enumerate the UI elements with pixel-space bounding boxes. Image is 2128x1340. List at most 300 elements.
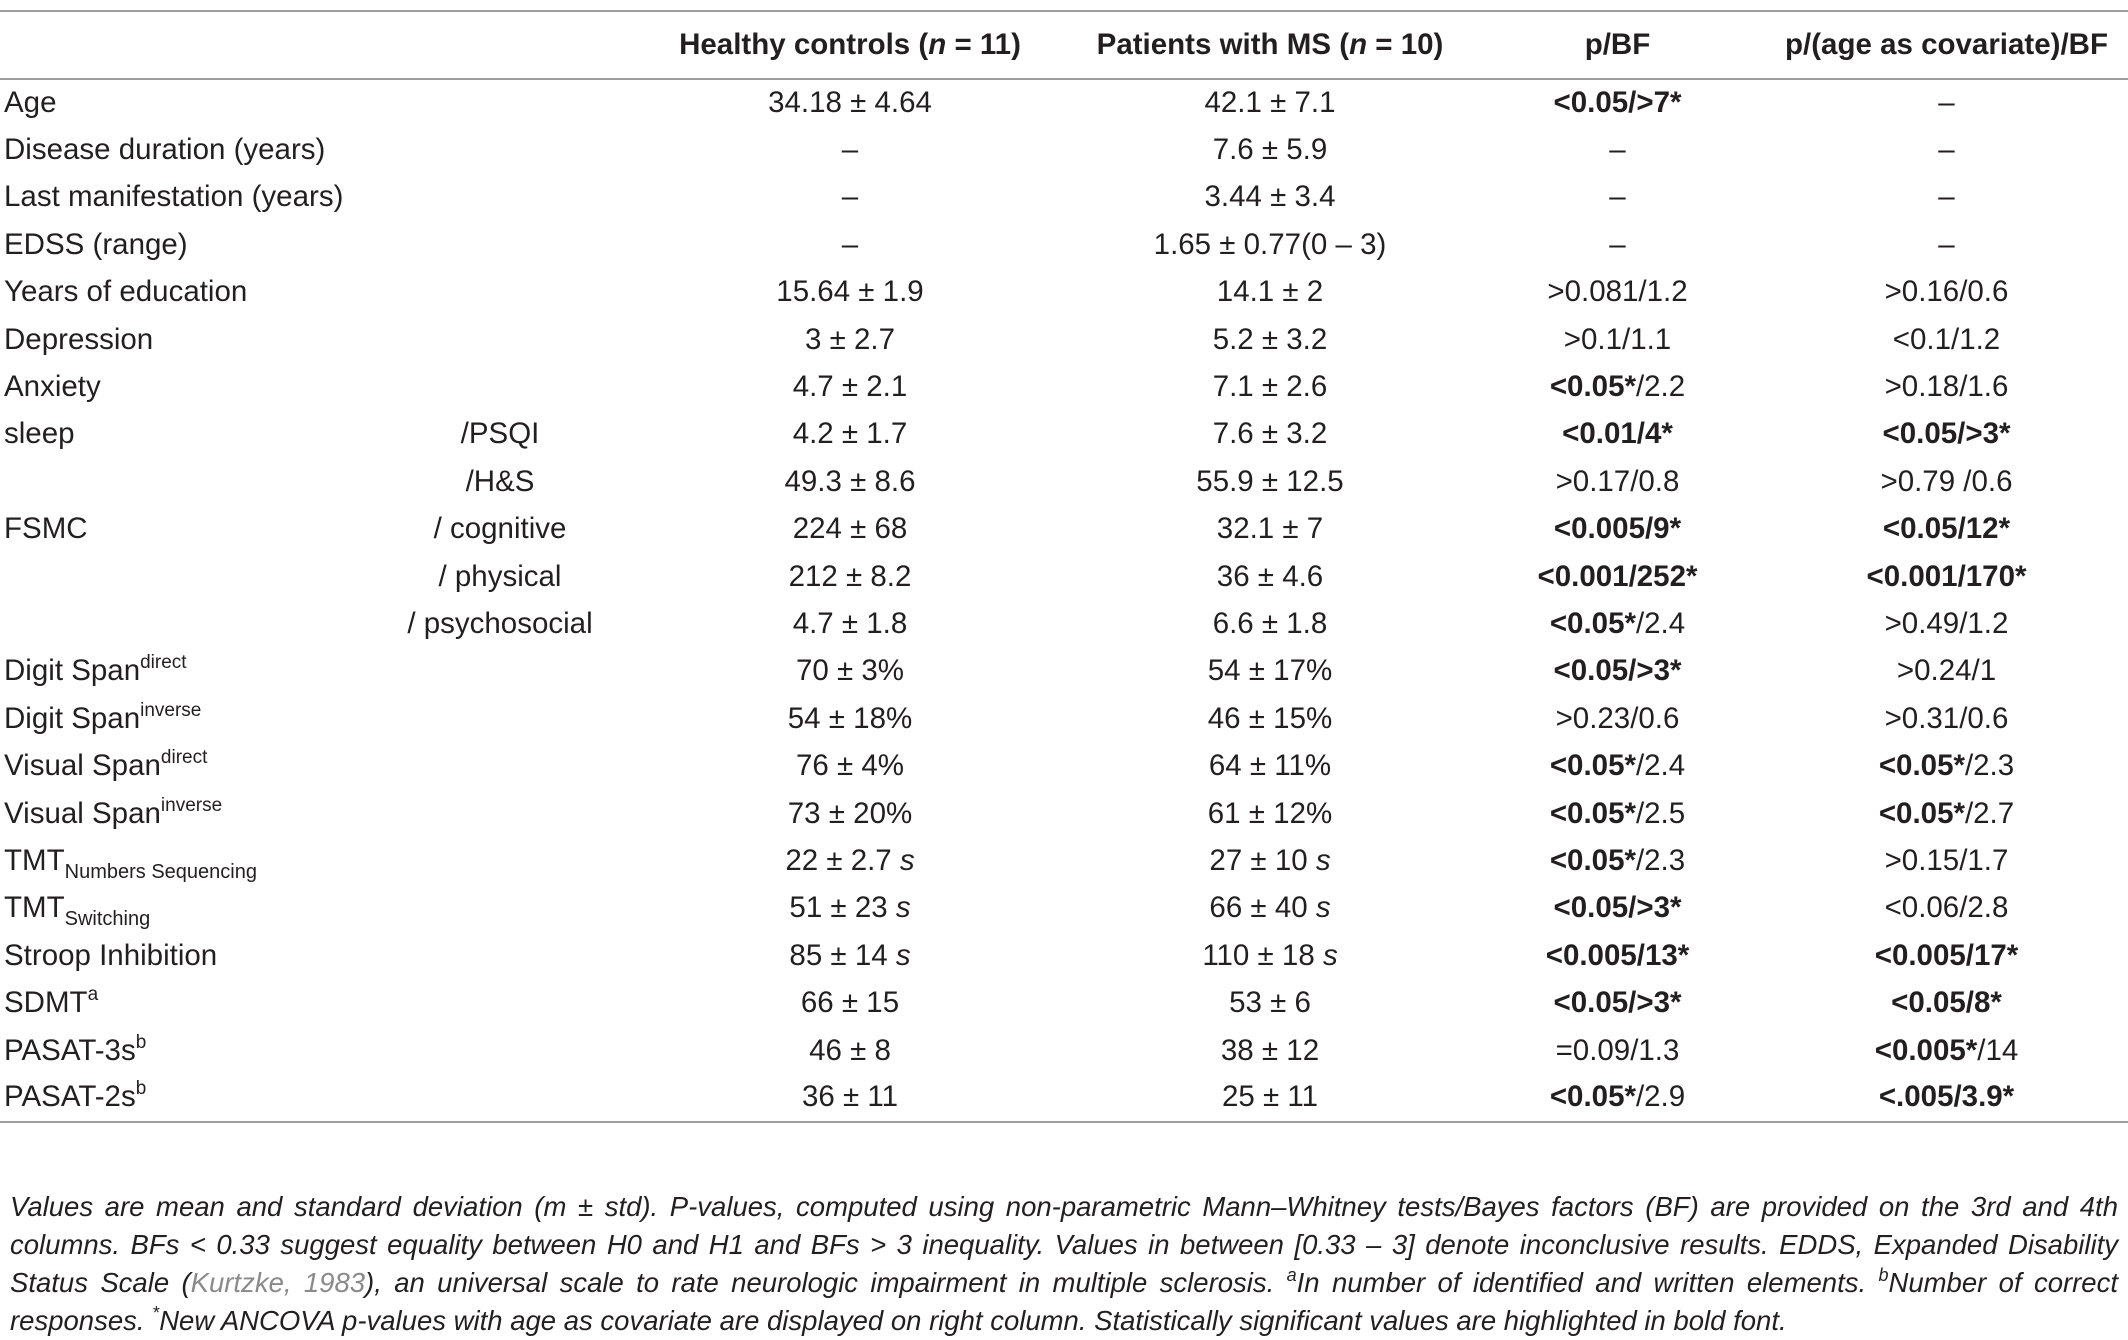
p-bf-plain: >0.1/1.1	[1563, 322, 1672, 356]
row-label-text: Years of education	[4, 275, 248, 309]
patients-ms-value	[1070, 411, 1470, 458]
patients-ms-value	[1070, 221, 1470, 268]
row-sublabel	[370, 1027, 630, 1074]
ms-value-text: 27 ± 10	[1209, 843, 1316, 877]
ms-value-text: 64 ± 11%	[1208, 749, 1332, 783]
row-label	[0, 600, 370, 647]
row-label-superscript: inverse	[160, 794, 223, 816]
p-bf-plain: >0.17/0.8	[1555, 464, 1680, 498]
patients-ms-value	[1070, 932, 1470, 979]
healthy-controls-value	[630, 885, 1070, 932]
p-bf-bold: <0.05*	[1549, 606, 1636, 640]
p-bf-bold: <0.001/252*	[1537, 559, 1698, 593]
p-age-covariate-value	[1765, 648, 2128, 695]
row-sublabel	[370, 932, 630, 979]
hc-value-text: 22 ± 2.7	[785, 843, 900, 877]
table-row	[0, 221, 2128, 268]
healthy-controls-value	[630, 79, 1070, 126]
p-bf-plain: /2.5	[1635, 796, 1686, 830]
p-age-plain: >0.49/1.2	[1884, 606, 2009, 640]
hc-value-text: –	[841, 180, 859, 214]
p-bf-value	[1470, 837, 1765, 884]
hc-value-text: 36 ± 11	[801, 1080, 899, 1114]
ms-value-text: 1.65 ± 0.77(0 – 3)	[1153, 227, 1387, 261]
p-bf-value	[1470, 648, 1765, 695]
row-sublabel	[370, 79, 630, 126]
healthy-controls-value	[630, 221, 1070, 268]
p-age-bold: <0.05/8*	[1891, 986, 2002, 1020]
row-label	[0, 1027, 370, 1074]
footnote-text-a: In number of identified and written elements.	[1296, 1267, 1879, 1298]
table-row	[0, 1074, 2128, 1121]
p-age-covariate-value	[1765, 885, 2128, 932]
hc-value-text: 4.7 ± 2.1	[792, 370, 908, 404]
ms-value-text: 66 ± 40	[1209, 891, 1316, 925]
p-bf-plain: –	[1609, 227, 1626, 261]
header-n: n	[928, 28, 947, 61]
p-age-covariate-value	[1765, 79, 2128, 126]
row-label	[0, 363, 370, 410]
healthy-controls-value	[630, 553, 1070, 600]
p-age-plain: >0.24/1	[1896, 654, 1997, 688]
header-row	[0, 11, 2128, 79]
p-bf-value	[1470, 79, 1765, 126]
p-bf-value	[1470, 458, 1765, 505]
p-bf-value	[1470, 979, 1765, 1026]
row-sublabel	[370, 790, 630, 837]
row-sublabel	[370, 742, 630, 789]
row-label	[0, 316, 370, 363]
patients-ms-value	[1070, 1027, 1470, 1074]
ms-value-text: 38 ± 12	[1220, 1033, 1320, 1067]
table-row	[0, 600, 2128, 647]
patients-ms-value	[1070, 885, 1470, 932]
patients-ms-value	[1070, 269, 1470, 316]
p-age-covariate-value	[1765, 506, 2128, 553]
p-bf-plain: /2.4	[1635, 606, 1686, 640]
patients-ms-value	[1070, 79, 1470, 126]
p-age-covariate-value	[1765, 174, 2128, 221]
ms-value-text: 5.2 ± 3.2	[1212, 322, 1328, 356]
p-age-plain: >0.16/0.6	[1884, 275, 2009, 309]
patients-ms-value	[1070, 790, 1470, 837]
table-row	[0, 979, 2128, 1026]
column-header	[1765, 11, 2128, 79]
citation-link[interactable]: Kurtzke, 1983	[190, 1267, 366, 1298]
row-sublabel	[370, 979, 630, 1026]
healthy-controls-value	[630, 363, 1070, 410]
footnote-mark-a: a	[1286, 1265, 1297, 1285]
healthy-controls-value	[630, 979, 1070, 1026]
p-bf-bold: <0.05/>3*	[1553, 891, 1682, 925]
healthy-controls-value	[630, 316, 1070, 363]
p-bf-bold: <0.01/4*	[1562, 417, 1673, 451]
healthy-controls-value	[630, 458, 1070, 505]
healthy-controls-value	[630, 600, 1070, 647]
hc-value-text: –	[841, 227, 859, 261]
row-label	[0, 648, 370, 695]
p-age-plain: –	[1938, 133, 1955, 167]
table-row	[0, 411, 2128, 458]
row-label	[0, 506, 370, 553]
ms-value-text: 110 ± 18	[1202, 938, 1323, 972]
patients-ms-value	[1070, 742, 1470, 789]
p-age-plain: >0.31/0.6	[1884, 701, 2009, 735]
table-row	[0, 790, 2128, 837]
row-sublabel	[370, 837, 630, 884]
hc-value-text: 212 ± 8.2	[788, 559, 912, 593]
row-sublabel-text: /PSQI	[460, 417, 540, 451]
p-age-covariate-value	[1765, 411, 2128, 458]
p-bf-value	[1470, 174, 1765, 221]
p-age-plain: >0.15/1.7	[1884, 843, 2009, 877]
row-label	[0, 79, 370, 126]
p-age-covariate-value	[1765, 932, 2128, 979]
p-bf-bold: <0.05*	[1549, 370, 1636, 404]
p-age-covariate-value	[1765, 363, 2128, 410]
p-age-covariate-value	[1765, 1027, 2128, 1074]
row-sublabel	[370, 1074, 630, 1121]
healthy-controls-value	[630, 742, 1070, 789]
row-label	[0, 885, 370, 932]
patients-ms-value	[1070, 1074, 1470, 1121]
p-bf-value	[1470, 1074, 1765, 1121]
row-label-text: TMT	[4, 891, 65, 925]
healthy-controls-value	[630, 837, 1070, 884]
healthy-controls-value	[630, 506, 1070, 553]
row-sublabel	[370, 695, 630, 742]
hc-value-text: 51 ± 23	[789, 891, 896, 925]
row-sublabel	[370, 269, 630, 316]
p-bf-bold: <0.05/>3*	[1553, 654, 1682, 688]
p-age-covariate-value	[1765, 221, 2128, 268]
row-sublabel-text: /H&S	[465, 464, 535, 498]
patients-ms-value	[1070, 695, 1470, 742]
ms-value-text: 7.6 ± 3.2	[1212, 417, 1328, 451]
ms-value-text: 46 ± 15%	[1207, 701, 1333, 735]
row-label	[0, 979, 370, 1026]
hc-value-text: –	[841, 133, 859, 167]
header-text: p/(age as covariate)/BF	[1785, 28, 2108, 61]
p-age-plain: >0.79 /0.6	[1880, 464, 2013, 498]
healthy-controls-value	[630, 932, 1070, 979]
row-sublabel-text: / cognitive	[433, 512, 567, 546]
column-header	[1070, 11, 1470, 79]
row-label	[0, 1074, 370, 1121]
p-age-bold: <0.05/12*	[1882, 512, 2011, 546]
row-label-superscript: b	[135, 1031, 147, 1053]
row-label	[0, 126, 370, 173]
p-age-plain: <0.06/2.8	[1884, 891, 2009, 925]
patients-ms-value	[1070, 553, 1470, 600]
footnote-text-b: Number of correct responses.	[10, 1267, 2118, 1336]
hc-value-text: 66 ± 15	[800, 986, 900, 1020]
ms-value-text: 32.1 ± 7	[1216, 512, 1324, 546]
row-sublabel	[370, 553, 630, 600]
ms-value-text: 54 ± 17%	[1207, 654, 1333, 688]
row-label-text: Age	[4, 86, 57, 120]
healthy-controls-value	[630, 648, 1070, 695]
row-sublabel	[370, 363, 630, 410]
p-bf-value	[1470, 269, 1765, 316]
patients-ms-value	[1070, 316, 1470, 363]
row-label	[0, 174, 370, 221]
footnote-text-star: New ANCOVA p-values with age as covariate are displayed on right column. Statistically significant values are highlighted in bold font.	[159, 1305, 1787, 1336]
table-row	[0, 269, 2128, 316]
p-bf-plain: /2.3	[1635, 843, 1686, 877]
p-age-plain: >0.18/1.6	[1884, 370, 2009, 404]
header-text: p/BF	[1584, 28, 1651, 61]
row-sublabel	[370, 221, 630, 268]
patients-ms-value	[1070, 600, 1470, 647]
column-header	[1470, 11, 1765, 79]
footnote-text-1: Values are mean and standard deviation (m ± std). P-values, computed using non-parametric Mann–Whitney tests/Bayes factors (BF) are provided on the 3rd and 4th columns. BFs < 0.33 suggest equality between H0 and H1 and BFs > 3 inequality. Values in between [0.33 – 3] denote inconclusive results. EDDS, Expanded Disability Status Scale (	[10, 1191, 2118, 1298]
p-bf-bold: <0.05*	[1549, 749, 1636, 783]
p-age-covariate-value	[1765, 458, 2128, 505]
row-label-subscript: Switching	[64, 908, 151, 931]
healthy-controls-value	[630, 174, 1070, 221]
row-sublabel	[370, 506, 630, 553]
patients-ms-value	[1070, 458, 1470, 505]
footnote-mark-b: b	[1878, 1265, 1889, 1285]
row-label-superscript: b	[135, 1078, 147, 1100]
patients-ms-value	[1070, 174, 1470, 221]
row-label	[0, 221, 370, 268]
p-bf-bold: <0.05*	[1549, 796, 1636, 830]
p-bf-value	[1470, 363, 1765, 410]
table-row	[0, 316, 2128, 363]
column-header	[630, 11, 1070, 79]
row-label-text: TMT	[4, 843, 65, 877]
healthy-controls-value	[630, 269, 1070, 316]
table-row	[0, 885, 2128, 932]
header-text-end: = 10)	[1367, 28, 1444, 61]
table-row	[0, 506, 2128, 553]
p-bf-value	[1470, 932, 1765, 979]
p-bf-plain: /2.2	[1635, 370, 1686, 404]
row-label-text: Digit Span	[4, 654, 141, 688]
row-label-text: Visual Span	[4, 796, 161, 830]
patients-ms-value	[1070, 126, 1470, 173]
p-bf-plain: –	[1609, 133, 1626, 167]
hc-value-text: 46 ± 8	[809, 1033, 891, 1067]
hc-value-text: 34.18 ± 4.64	[768, 86, 932, 120]
ms-value-text: 7.6 ± 5.9	[1212, 133, 1328, 167]
p-bf-value	[1470, 885, 1765, 932]
p-bf-plain: /2.9	[1635, 1080, 1686, 1114]
hc-value-text: 76 ± 4%	[795, 749, 905, 783]
row-sublabel-text: / physical	[438, 559, 562, 593]
hc-value-text: 15.64 ± 1.9	[776, 275, 924, 309]
hc-value-text: 3 ± 2.7	[805, 322, 895, 356]
patients-ms-value	[1070, 979, 1470, 1026]
p-age-covariate-value	[1765, 695, 2128, 742]
table-row	[0, 742, 2128, 789]
patients-ms-value	[1070, 837, 1470, 884]
ms-value-text: 61 ± 12%	[1207, 796, 1333, 830]
ms-value-text: 53 ± 6	[1229, 986, 1311, 1020]
row-label	[0, 695, 370, 742]
ms-value-text: 25 ± 11	[1221, 1080, 1319, 1114]
row-sublabel	[370, 600, 630, 647]
row-label-text: Stroop Inhibition	[4, 938, 218, 972]
table-row	[0, 553, 2128, 600]
table-row	[0, 837, 2128, 884]
p-age-bold: <0.005*	[1874, 1033, 1978, 1067]
row-sublabel	[370, 174, 630, 221]
table-row	[0, 126, 2128, 173]
p-age-bold: <.005/3.9*	[1878, 1080, 2015, 1114]
p-age-covariate-value	[1765, 553, 2128, 600]
footnote-text-2: ), an universal scale to rate neurologic impairment in multiple sclerosis.	[365, 1267, 1287, 1298]
p-bf-value	[1470, 506, 1765, 553]
p-bf-value	[1470, 1027, 1765, 1074]
p-age-bold: <0.05*	[1878, 796, 1965, 830]
p-bf-plain: /2.4	[1635, 749, 1686, 783]
p-age-covariate-value	[1765, 742, 2128, 789]
row-sublabel	[370, 458, 630, 505]
row-sublabel	[370, 648, 630, 695]
hc-value-text: 70 ± 3%	[795, 654, 905, 688]
p-age-covariate-value	[1765, 837, 2128, 884]
table-row	[0, 79, 2128, 126]
patients-ms-value	[1070, 363, 1470, 410]
row-label	[0, 742, 370, 789]
column-header	[370, 11, 630, 79]
header-text-end: = 11)	[946, 28, 1021, 61]
table-row	[0, 458, 2128, 505]
row-label	[0, 269, 370, 316]
row-label-superscript: direct	[140, 652, 187, 674]
p-age-plain: –	[1938, 86, 1955, 120]
p-age-covariate-value	[1765, 269, 2128, 316]
p-age-bold: <0.05*	[1878, 749, 1965, 783]
p-bf-plain: >0.081/1.2	[1547, 275, 1688, 309]
row-label-text: FSMC	[4, 512, 88, 546]
row-label-text: Depression	[4, 322, 154, 356]
ms-unit: s	[1315, 843, 1331, 877]
hc-value-text: 4.7 ± 1.8	[792, 606, 908, 640]
row-sublabel	[370, 885, 630, 932]
hc-value-text: 73 ± 20%	[787, 796, 913, 830]
row-label	[0, 932, 370, 979]
ms-value-text: 36 ± 4.6	[1216, 559, 1324, 593]
p-age-plain: /2.3	[1964, 749, 2015, 783]
p-bf-value	[1470, 316, 1765, 363]
row-label-text: Anxiety	[4, 370, 101, 404]
row-label	[0, 458, 370, 505]
hc-unit: s	[895, 891, 911, 925]
hc-unit: s	[899, 843, 915, 877]
table-body	[0, 79, 2128, 1122]
p-age-plain: /2.7	[1964, 796, 2015, 830]
header-text: Patients with MS (	[1096, 28, 1350, 61]
p-age-covariate-value	[1765, 1074, 2128, 1121]
p-age-covariate-value	[1765, 600, 2128, 647]
row-sublabel-text: / psychosocial	[407, 606, 593, 640]
p-bf-value	[1470, 411, 1765, 458]
p-bf-value	[1470, 790, 1765, 837]
row-label-text: Digit Span	[4, 701, 141, 735]
column-header	[0, 11, 370, 79]
healthy-controls-value	[630, 1027, 1070, 1074]
row-label-text: PASAT-2s	[4, 1080, 136, 1114]
table-row	[0, 1027, 2128, 1074]
row-label-superscript: a	[87, 984, 99, 1006]
p-age-plain: –	[1938, 227, 1955, 261]
ms-value-text: 55.9 ± 12.5	[1196, 464, 1344, 498]
p-bf-bold: <0.05*	[1549, 1080, 1636, 1114]
ms-value-text: 42.1 ± 7.1	[1204, 86, 1336, 120]
header-text: Healthy controls (	[679, 28, 929, 61]
p-bf-plain: =0.09/1.3	[1555, 1033, 1680, 1067]
table-row	[0, 363, 2128, 410]
row-label-text: sleep	[4, 417, 75, 451]
row-label	[0, 837, 370, 884]
p-age-bold: <0.05/>3*	[1882, 417, 2011, 451]
row-label-superscript: inverse	[140, 699, 202, 721]
row-label	[0, 553, 370, 600]
hc-value-text: 85 ± 14	[789, 938, 896, 972]
p-bf-plain: >0.23/0.6	[1555, 701, 1680, 735]
p-age-covariate-value	[1765, 126, 2128, 173]
results-table	[0, 10, 2128, 1123]
ms-unit: s	[1315, 891, 1331, 925]
table-row	[0, 932, 2128, 979]
p-age-plain: –	[1938, 180, 1955, 214]
p-age-plain: /14	[1977, 1033, 2019, 1067]
p-age-bold: <0.001/170*	[1866, 559, 2027, 593]
row-label-text: EDSS (range)	[4, 227, 188, 261]
hc-unit: s	[895, 938, 911, 972]
p-bf-value	[1470, 221, 1765, 268]
header-n: n	[1349, 28, 1368, 61]
healthy-controls-value	[630, 411, 1070, 458]
hc-value-text: 4.2 ± 1.7	[792, 417, 908, 451]
p-bf-bold: <0.005/9*	[1553, 512, 1682, 546]
table-row	[0, 174, 2128, 221]
ms-value-text: 7.1 ± 2.6	[1212, 370, 1328, 404]
ms-value-text: 3.44 ± 3.4	[1204, 180, 1336, 214]
p-age-covariate-value	[1765, 316, 2128, 363]
healthy-controls-value	[630, 695, 1070, 742]
footnote-mark-star: *	[152, 1303, 160, 1323]
p-bf-value	[1470, 553, 1765, 600]
p-bf-value	[1470, 126, 1765, 173]
p-bf-bold: <0.05*	[1549, 843, 1636, 877]
p-age-covariate-value	[1765, 790, 2128, 837]
table-row	[0, 695, 2128, 742]
patients-ms-value	[1070, 648, 1470, 695]
hc-value-text: 54 ± 18%	[787, 701, 913, 735]
p-bf-value	[1470, 600, 1765, 647]
healthy-controls-value	[630, 790, 1070, 837]
patients-ms-value	[1070, 506, 1470, 553]
row-label-text: SDMT	[4, 986, 88, 1020]
row-sublabel	[370, 126, 630, 173]
row-label-text: Last manifestation (years)	[4, 180, 344, 214]
row-label	[0, 790, 370, 837]
p-bf-value	[1470, 742, 1765, 789]
row-label-text: Disease duration (years)	[4, 133, 326, 167]
p-age-covariate-value	[1765, 979, 2128, 1026]
hc-value-text: 224 ± 68	[792, 512, 908, 546]
row-label-subscript: Numbers Sequencing	[64, 860, 257, 883]
p-bf-bold: <0.05/>3*	[1553, 986, 1682, 1020]
p-bf-value	[1470, 695, 1765, 742]
hc-value-text: 49.3 ± 8.6	[784, 464, 916, 498]
table-row	[0, 648, 2128, 695]
